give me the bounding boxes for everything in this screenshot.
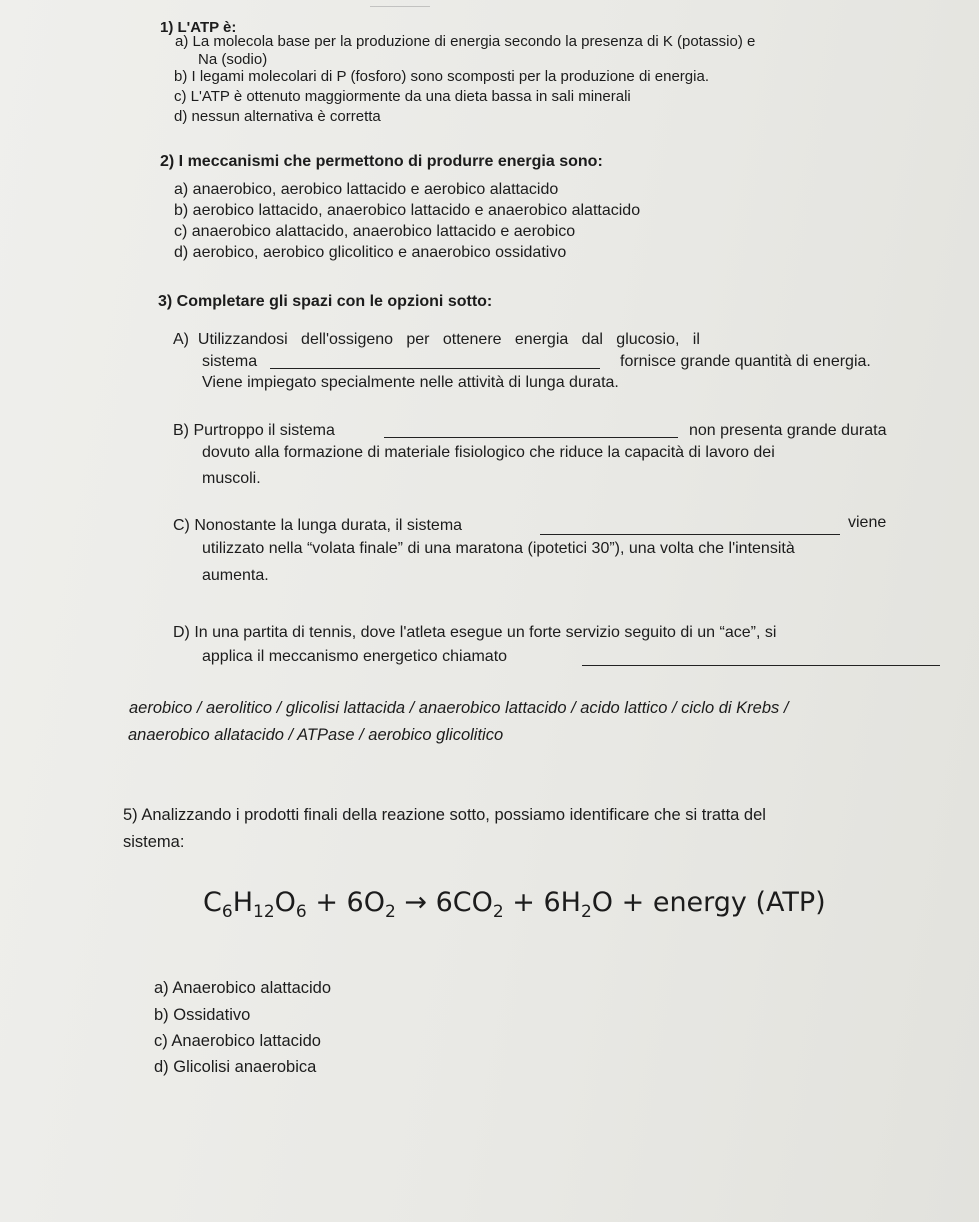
eq-co2-sub: 2: [492, 902, 504, 922]
q3-item-d-blank[interactable]: [582, 651, 940, 666]
q2-option-c: c) anaerobico alattacido, anaerobico lattacido e aerobico: [174, 223, 576, 240]
reaction-equation: [203, 885, 826, 921]
eq-oxygen-sub: 6: [295, 902, 307, 922]
q3-item-b-line1: B) Purtroppo il sistema: [173, 422, 335, 439]
q5-option-d: d) Glicolisi anaerobica: [154, 1058, 317, 1076]
q3-item-c-line1-end: viene: [848, 514, 887, 531]
eq-energy: O + energy (ATP): [591, 887, 826, 918]
q3-item-d-line2: applica il meccanismo energetico chiamato: [202, 648, 508, 665]
q2-title: 2) I meccanismi che permettono di produrre energia sono:: [160, 153, 603, 170]
q5-title-line2: sistema:: [123, 833, 185, 851]
q3-item-b-line2: dovuto alla formazione di materiale fisiologico che riduce la capacità di lavoro dei: [202, 444, 775, 461]
q3-item-a-sistema: sistema: [202, 353, 258, 370]
q3-item-c-line3: aumenta.: [202, 567, 269, 584]
q2-option-d: d) aerobico, aerobico glicolitico e anaerobico ossidativo: [174, 244, 567, 261]
eq-hydrogen-sub: 12: [253, 902, 275, 922]
q3-item-a-line3: Viene impiegato specialmente nelle attività di lunga durata.: [202, 374, 619, 391]
q1-option-c: c) L'ATP è ottenuto maggiormente da una dieta bassa in sali minerali: [174, 88, 631, 105]
q5-title-line1: 5) Analizzando i prodotti finali della reazione sotto, possiamo identificare che si tratta del: [123, 806, 766, 824]
q3-item-c-line2: utilizzato nella “volata finale” di una maratona (ipotetici 30”), una volta che l'intensità: [202, 540, 795, 557]
q3-item-a-line1: A) Utilizzandosi dell'ossigeno per ottenere energia dal glucosio, il: [173, 331, 700, 348]
q5-option-b: b) Ossidativo: [154, 1006, 251, 1024]
q5-option-a: a) Anaerobico alattacido: [154, 979, 332, 997]
q3-options-line1: aerobico / aerolitico / glicolisi lattacida / anaerobico lattacido / acido lattico / ciclo di Krebs /: [129, 699, 789, 717]
q3-item-b-line1-end: non presenta grande durata: [689, 422, 887, 439]
q1-title: 1) L'ATP è:: [160, 19, 237, 36]
q1-option-a: a) La molecola base per la produzione di energia secondo la presenza di K (potassio) e: [175, 33, 756, 50]
q3-item-a-blank[interactable]: [270, 354, 600, 369]
q1-option-b: b) I legami molecolari di P (fosforo) sono scomposti per la produzione di energia.: [174, 68, 709, 85]
q3-item-a-line2: fornisce grande quantità di energia.: [620, 353, 871, 370]
eq-carbon: C: [203, 887, 222, 918]
q1-option-d: d) nessun alternativa è corretta: [174, 108, 381, 125]
q3-item-b-blank[interactable]: [384, 423, 678, 438]
eq-reactant-o2: + 6O: [306, 887, 385, 918]
q1-option-a-cont: Na (sodio): [198, 51, 268, 68]
q2-option-a: a) anaerobico, aerobico lattacido e aerobico alattacido: [174, 181, 559, 198]
q3-item-b-line3: muscoli.: [202, 470, 261, 487]
q3-item-c-line1: C) Nonostante la lunga durata, il sistema: [173, 517, 463, 534]
q3-options-line2: anaerobico allatacido / ATPase / aerobico glicolitico: [128, 726, 504, 744]
eq-arrow-co2: → 6CO: [395, 887, 493, 918]
eq-o2-sub: 2: [384, 902, 396, 922]
q3-item-d-line1: D) In una partita di tennis, dove l'atleta esegue un forte servizio seguito di un “ace”, si: [173, 624, 777, 641]
q3-title: 3) Completare gli spazi con le opzioni sotto:: [158, 293, 493, 310]
eq-water-sub: 2: [580, 902, 592, 922]
eq-carbon-sub: 6: [221, 902, 233, 922]
cut-off-header-fragment: [370, 0, 430, 7]
eq-water: + 6H: [503, 887, 581, 918]
q2-option-b: b) aerobico lattacido, anaerobico lattacido e anaerobico alattacido: [174, 202, 641, 219]
q5-option-c: c) Anaerobico lattacido: [154, 1032, 321, 1050]
eq-oxygen: O: [274, 887, 296, 918]
q3-item-c-blank[interactable]: [540, 520, 840, 535]
eq-hydrogen: H: [232, 887, 253, 918]
